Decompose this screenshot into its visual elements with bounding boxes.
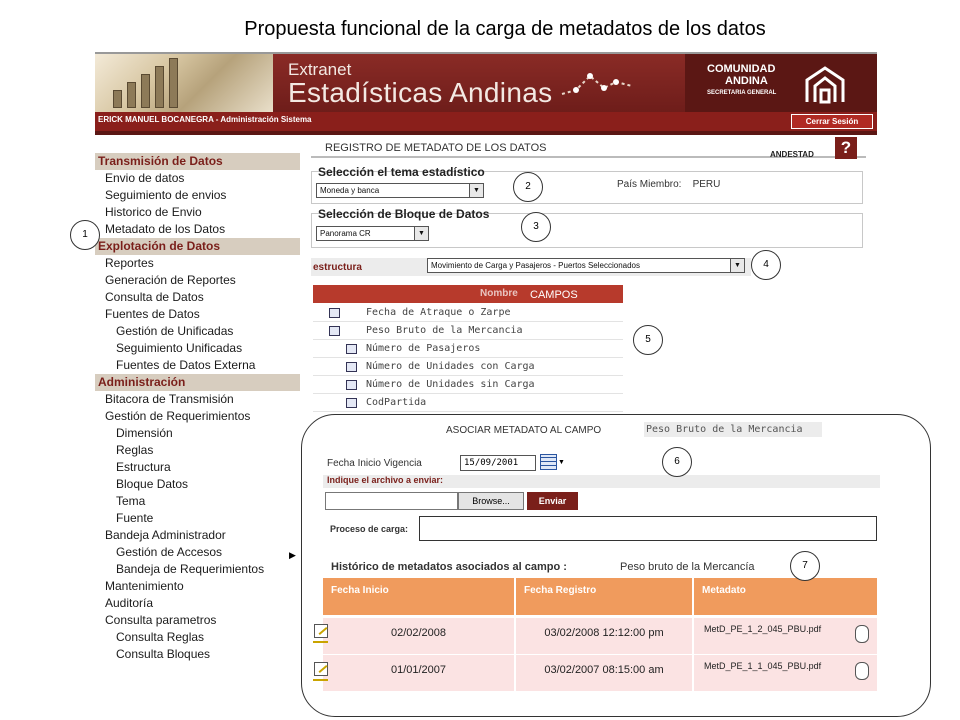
sidebar-menu xyxy=(95,153,300,667)
tema-select-value: Moneda y banca xyxy=(320,186,380,195)
callout-6: 6 xyxy=(662,447,692,477)
table-cell-fecha-registro: 03/02/2007 08:15:00 am xyxy=(516,655,692,691)
doc-icon xyxy=(329,308,340,318)
app-banner xyxy=(95,54,877,112)
sidebar-item[interactable]: Bitacora de Transmisión xyxy=(105,392,234,406)
andestad-label: ANDESTAD xyxy=(770,150,814,159)
fecha-inicio-input[interactable]: 15/09/2001 xyxy=(460,455,536,471)
browse-button[interactable]: Browse... xyxy=(458,492,524,510)
clipboard-icon xyxy=(346,398,357,408)
column-header-metadato: Metadato xyxy=(694,578,877,615)
org-name-line1: COMUNIDAD xyxy=(707,63,776,75)
sidebar-item[interactable]: Gestión de Accesos xyxy=(116,545,223,559)
tema-select[interactable] xyxy=(316,183,484,198)
user-bar xyxy=(95,112,877,131)
callout-7: 7 xyxy=(790,551,820,581)
bloque-select-value: Panorama CR xyxy=(320,229,371,238)
sidebar-item[interactable]: Seguimiento de envios xyxy=(105,188,227,202)
sidebar-item[interactable]: Envio de datos xyxy=(105,171,185,185)
sidebar-item[interactable]: Fuente xyxy=(116,511,154,525)
campo-label: Número de Unidades sin Carga xyxy=(366,379,535,390)
edit-underline xyxy=(313,679,328,681)
chevron-down-icon: ▼ xyxy=(469,184,483,197)
line-chart-icon xyxy=(558,66,638,100)
historico-label: Histórico de metadatos asociados al campo : xyxy=(331,561,567,573)
callout-2: 2 xyxy=(513,172,543,202)
campo-row[interactable] xyxy=(313,340,623,358)
asociar-label: ASOCIAR METADATO AL CAMPO xyxy=(446,425,602,436)
sidebar-item[interactable]: Gestión de Requerimientos xyxy=(105,409,251,423)
banner-chart-photo xyxy=(95,54,273,112)
tema-section-title: Selección el tema estadístico xyxy=(318,165,485,179)
sidebar-item[interactable]: Bandeja de Requerimientos xyxy=(116,562,265,576)
sidebar-item[interactable]: Bloque Datos xyxy=(116,477,189,491)
banner-app-name: Estadísticas Andinas xyxy=(288,77,553,108)
sidebar-item[interactable]: Consulta Reglas xyxy=(116,630,205,644)
estructura-label: estructura xyxy=(313,262,362,273)
sidebar-section-header[interactable]: Transmisión de Datos xyxy=(95,153,300,170)
sidebar-item[interactable]: Reportes xyxy=(105,256,154,270)
table-cell-fecha-inicio: 02/02/2008 xyxy=(323,618,514,654)
campo-label: Fecha de Atraque o Zarpe xyxy=(366,307,511,318)
campo-label: Número de Unidades con Carga xyxy=(366,361,535,372)
campo-label: Número de Pasajeros xyxy=(366,343,481,354)
campo-label: CodPartida xyxy=(366,397,427,408)
help-button[interactable]: ? xyxy=(835,137,857,159)
estructura-select-value: Movimiento de Carga y Pasajeros - Puertos Seleccionados xyxy=(431,261,640,270)
historico-campo: Peso bruto de la Mercancía xyxy=(620,561,755,573)
calendar-icon[interactable] xyxy=(540,454,557,470)
callout-5: 5 xyxy=(633,325,663,355)
proceso-label: Proceso de carga: xyxy=(330,524,409,534)
attachment-icon[interactable] xyxy=(855,625,869,643)
table-cell-metadato[interactable] xyxy=(694,618,877,654)
table-cell-fecha-inicio: 01/01/2007 xyxy=(323,655,514,691)
org-name-line2: ANDINA xyxy=(725,75,768,87)
campos-header-label: CAMPOS xyxy=(530,289,578,301)
chevron-down-icon: ▼ xyxy=(414,227,428,240)
sidebar-item[interactable]: Auditoría xyxy=(105,596,154,610)
pais-value: PERU xyxy=(692,179,721,190)
sidebar-item[interactable]: Fuentes de Datos xyxy=(105,307,200,321)
estructura-select[interactable] xyxy=(427,258,745,273)
sidebar-item[interactable]: Estructura xyxy=(116,460,171,474)
callout-4: 4 xyxy=(751,250,781,280)
clipboard-icon xyxy=(346,362,357,372)
sidebar-item[interactable]: Gestión de Unificadas xyxy=(116,324,234,338)
fecha-inicio-label: Fecha Inicio Vigencia xyxy=(327,458,422,469)
sidebar-item[interactable]: Historico de Envio xyxy=(105,205,202,219)
campo-label: Peso Bruto de la Mercancia xyxy=(366,325,523,336)
sidebar-item[interactable]: Dimensión xyxy=(116,426,173,440)
edit-icon[interactable] xyxy=(314,662,328,676)
table-cell-metadato[interactable] xyxy=(694,655,877,691)
campo-row[interactable] xyxy=(313,304,623,322)
sidebar-item[interactable]: Tema xyxy=(116,494,146,508)
metadato-file[interactable]: MetD_PE_1_2_045_PBU.pdf xyxy=(704,624,822,634)
enviar-button[interactable]: Enviar xyxy=(527,492,578,510)
sidebar-item[interactable]: Generación de Reportes xyxy=(105,273,236,287)
asociar-campo-value: Peso Bruto de la Mercancia xyxy=(644,422,822,437)
calendar-dropdown-icon[interactable]: ▼ xyxy=(558,459,565,466)
campo-row[interactable] xyxy=(313,358,623,376)
sidebar-item[interactable]: Consulta Bloques xyxy=(116,647,211,661)
org-logo-icon xyxy=(803,62,847,106)
chevron-down-icon: ▼ xyxy=(730,259,744,272)
callout-3: 3 xyxy=(521,212,551,242)
attachment-icon[interactable] xyxy=(855,662,869,680)
column-header-fecha-inicio: Fecha Inicio xyxy=(323,578,514,615)
campo-row[interactable] xyxy=(313,394,623,412)
historico-table xyxy=(323,578,877,691)
campo-row[interactable] xyxy=(313,322,623,340)
sidebar-item[interactable]: Fuentes de Datos Externa xyxy=(116,358,256,372)
sidebar-item[interactable]: Reglas xyxy=(116,443,154,457)
doc-icon xyxy=(329,326,340,336)
callout-1: 1 xyxy=(70,220,100,250)
sidebar-item[interactable]: Bandeja Administrador xyxy=(105,528,226,542)
slide-title: Propuesta funcional de la carga de metadatos de los datos xyxy=(244,18,766,40)
campo-row[interactable] xyxy=(313,376,623,394)
sidebar-section-header[interactable]: Explotación de Datos xyxy=(95,238,300,255)
edit-underline xyxy=(313,641,328,643)
clipboard-icon xyxy=(346,380,357,390)
campos-header-nombre: Nombre xyxy=(480,288,518,299)
pais-label: País Miembro: xyxy=(617,179,682,190)
sidebar-item[interactable]: Metadato de los Datos xyxy=(105,222,226,236)
submenu-arrow-icon[interactable]: ▶ xyxy=(289,550,296,560)
pais-miembro xyxy=(617,179,720,190)
campos-table-header xyxy=(313,285,623,303)
bloque-select[interactable] xyxy=(316,226,429,241)
proceso-output xyxy=(419,516,877,541)
column-header-fecha-registro: Fecha Registro xyxy=(516,578,692,615)
bloque-section-title: Selección de Bloque de Datos xyxy=(318,207,490,221)
sidebar-item[interactable]: Mantenimiento xyxy=(105,579,184,593)
sidebar-section-header[interactable]: Administración xyxy=(95,374,300,391)
page-title: REGISTRO DE METADATO DE LOS DATOS xyxy=(325,142,547,154)
sidebar-item[interactable]: Seguimiento Unificadas xyxy=(116,341,243,355)
user-bar-underline xyxy=(95,131,877,135)
clipboard-icon xyxy=(346,344,357,354)
sidebar-item[interactable]: Consulta parametros xyxy=(105,613,217,627)
edit-icon[interactable] xyxy=(314,624,328,638)
file-path-input[interactable] xyxy=(325,492,458,510)
metadato-file[interactable]: MetD_PE_1_1_045_PBU.pdf xyxy=(704,661,822,671)
banner-extranet: Extranet xyxy=(288,60,352,79)
indique-label: Indique el archivo a enviar: xyxy=(327,475,444,485)
logout-button[interactable]: Cerrar Sesión xyxy=(791,114,873,129)
table-cell-fecha-registro: 03/02/2008 12:12:00 pm xyxy=(516,618,692,654)
current-user: ERICK MANUEL BOCANEGRA - Administración Sistema xyxy=(98,115,312,124)
sidebar-item[interactable]: Consulta de Datos xyxy=(105,290,204,304)
org-name-line3: SECRETARIA GENERAL xyxy=(707,90,777,96)
